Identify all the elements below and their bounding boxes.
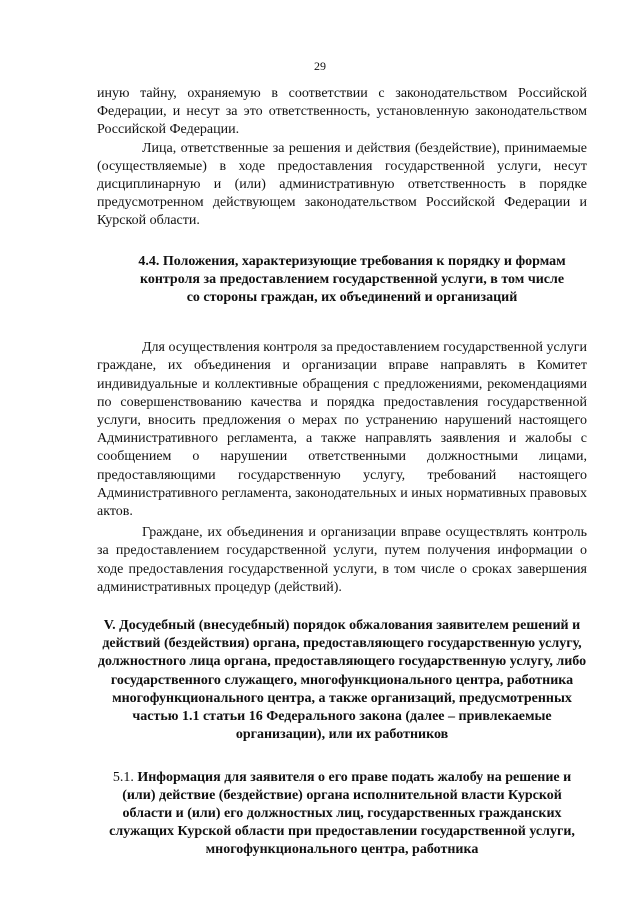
section-5-heading: V. Досудебный (внесудебный) порядок обжалования заявителем решений и действий (бездействия) органа, предоставляющего государственную услугу, должностного лица органа, предоставляющего государственную услугу, либо государственного служащего, многофункционального центра, работника многофункционального центра, а также организаций, предусмотренных частью 1.1 статьи 16 Федерального закона (далее – привлекаемые организации), или их работников [97,618,587,743]
paragraph-control-information: Граждане, их объединения и организации вправе осуществлять контроль за предоставлением государственной услуги, путем получения информации о ходе предоставления государственной услуги, в том числе о сроках завершения административных процедур (действий). [97,525,587,595]
paragraph-responsible-persons: Лица, ответственные за решения и действия (бездействие), принимаемые (осуществляемые) в ходе предоставления государственной услуги, несут дисциплинарную и (или) административную ответственность в порядке предусмотренном действующем законодательством Российской Федерации и Курской области. [97,140,587,229]
section-5-1-heading [97,769,587,860]
paragraph-control-citizens: Для осуществления контроля за предоставлением государственной услуги граждане, их объединения и организации вправе направлять в Комитет индивидуальные и коллективные обращения с предложениями, рекомендациями по совершенствованию качества и порядка предоставления государственной услуги, вносить предложения о мерах по устранению нарушений настоящего Административного регламента, а также направлять заявления и жалобы с сообщением о нарушении ответственными должностными лицами, предоставляющими государственную услугу, требований настоящего Административного регламента, законодательных и иных нормативных правовых актов. [97,340,587,520]
section-5-1-title: Информация для заявителя о его праве подать жалобу на решение и (или) действие (бездействие) органа исполнительной власти Курской области и (или) его должностных лиц, государственных гражданских служащих Курской области при предоставлении государственной услуги, многофункционального центра, работника [109,769,575,858]
paragraph-liability-continuation: иную тайну, охраняемую в соответствии с законодательством Российской Федерации, и несут за это ответственность, установленную законодательством Российской Федерации. [97,86,587,138]
page-number: 29 [314,59,326,73]
section-5-1-number: 5.1. [112,769,134,785]
document-body [97,85,587,860]
section-4-4-heading: 4.4. Положения, характеризующие требования к порядку и формам контроля за предоставлением государственной услуги, в том числе со стороны граждан, их объединений и организаций [138,253,566,306]
